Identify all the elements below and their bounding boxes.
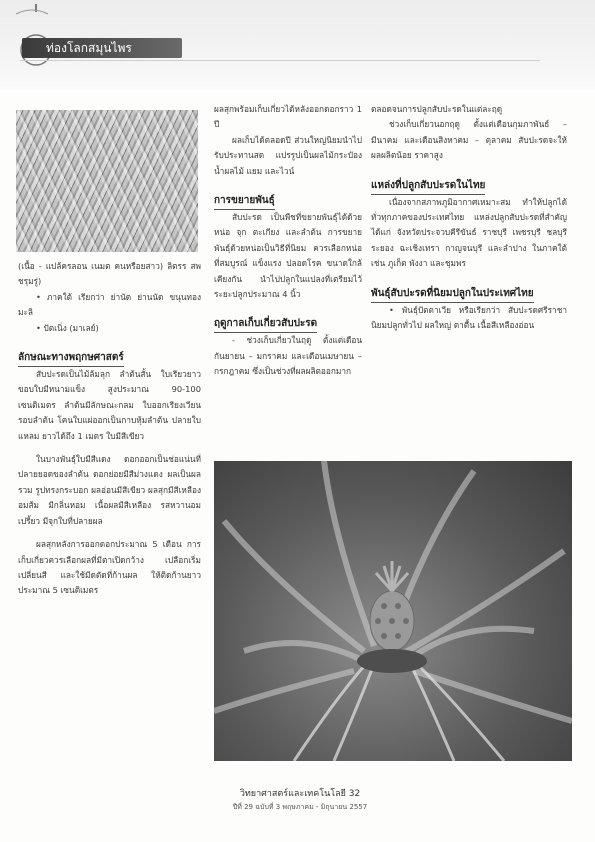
pineapple-plant-photo [214,461,572,761]
footer-journal-page: วิทยาศาสตร์และเทคโนโลยี 32 [239,789,361,799]
caption-text: (เนื้อ - แปล้ครลอน เนมต คนหรือยสาว) ลิตรร สพชรุมรู่) [18,261,201,287]
paragraph-varieties: • พันธุ์ปัตตาเวีย หรือเรียกว่า สับปะรดศรีราชา นิยมปลูกทั่วไป ผลใหญ่ ตาตื้น เนื้อสีเหลืองอ่อน [371,304,567,331]
heading-propagation: การขยายพันธุ์ [214,193,275,210]
column-2 [214,102,362,380]
paragraph-growing-areas: เนื่องจากสภาพภูมิอากาศเหมาะสม ทำให้ปลูกได้ทั่วทุกภาคของประเทศไทย แหล่งปลูกสับปะรดที่สำคัญ ได้แก่ จังหวัดประจวบคีรีขันธ์ ราชบุรี เพชรบุรี ชลบุรี ระยอง ฉะเชิงเทรา กาญจนบุรี และลำปาง ในภาคใต้ เช่น ภูเก็ต พังงา และชุมพร [371,196,567,269]
column-1 [18,259,201,599]
heading-harvest-season: ฤดูกาลเก็บเกี่ยวสับปะรด [214,316,317,333]
paragraph-harvest-time: ผลสุกพร้อมเก็บเกี่ยวได้หลังออกดอกราว 1 ปี [214,104,362,130]
paragraph-botany-1: สับปะรดเป็นไม้ล้มลุก ลำต้นสั้น ใบเรียวยาว ขอบใบมีหนามแข็ง สูงประมาณ 90-100 เซนติเมตร ลำต้นมีลักษณะกลม ใบออกเรียงเวียนรอบลำต้น โคนใบแผ่ออกเป็นกาบหุ้มลำต้น ปลายใบแหลม ยาวได้ถึง 1 เมตร ใบมีสีเขียว [18,369,201,441]
paragraph-off-season: ช่วงเก็บเกี่ยวนอกฤดู ตั้งแต่เดือนกุมภาพันธ์ – มีนาคม และเดือนสิงหาคม – ตุลาคม สับปะรดจะให้ผลผลิตน้อย ราคาสูง [371,119,567,161]
paragraph-uses: ผลเก็บได้ตลอดปี ส่วนใหญ่นิยมนำไปรับประทานสด แปรรูปเป็นผลไม้กระป๋อง น้ำผลไม้ แยม และไวน์ [214,134,362,176]
footer-issue: ปีที่ 29 ฉบับที่ 3 พฤษภาคม - มิถุนายน 2557 [232,803,368,811]
bullet-local-names: • ภาคใต้ เรียกว่า ย่านัด ย่านนัด ขนุนทอง มะลิ [18,291,201,318]
paragraph-harvest-season: - ช่วงเก็บเกี่ยวในฤดู ตั้งแต่เดือนกันยายน – มกราคม และเดือนเมษายน – กรกฎาคม ซึ่งเป็นช่วงที่ผลผลิตออกมาก [214,335,362,377]
pineapple-field-photo [16,110,198,252]
section-title: ท่องโลกสมุนไพร [46,41,132,55]
heading-varieties: พันธุ์สับปะรดที่นิยมปลูกในประเทศไทย [371,286,534,303]
paragraph-botany-3: ผลสุกหลังการออกดอกประมาณ 5 เดือน การเก็บเกี่ยวควรเลือกผลที่มีตาเปิดกว้าง เปลือกเริ่มเปลี่ยนสี และใช้มีดตัดที่ก้านผล ให้ติดก้านยาวประมาณ 5 เซนติเมตร [18,539,201,596]
bullet-malay-name: • ปัตเนิ่ง (มาเลย์) [36,322,99,333]
header-divider [20,60,540,61]
heading-botany: ลักษณะทางพฤกษศาสตร์ [18,350,124,367]
page-footer [180,788,420,814]
paragraph-propagation: สับปะรด เป็นพืชที่ขยายพันธุ์ได้ด้วยหน่อ จุก ตะเกียง และลำต้น การขยายพันธุ์ด้วยหน่อเป็นวิธีที่นิยม ควรเลือกหน่อที่สมบูรณ์ แข็งแรง ปลอดโรค ขนาดใกล้เคียงกัน นำไปปลูกในแปลงที่เตรียมไว้ ระยะปลูกประมาณ 4 นิ้ว [214,212,362,300]
paragraph-continued: ตลอดจนการปลูกสับปะรดในแต่ละฤดู [371,104,503,114]
column-3 [371,102,567,333]
heading-growing-areas: แหล่งที่ปลูกสับปะรดในไทย [371,178,485,195]
paragraph-botany-2: ในบางพันธุ์ใบมีสีแดง ดอกออกเป็นช่อแน่นที่ปลายยอดของลำต้น ดอกย่อยมีสีม่วงแดง ผลเป็นผลรวม รูปทรงกระบอก ผลอ่อนมีสีเขียว ผลสุกมีสีเหลืองอมส้ม มีกลิ่นหอม เนื้อผลมีสีเหลือง รสหวานอมเปรี้ยว มีจุกใบที่ปลายผล [18,454,201,526]
